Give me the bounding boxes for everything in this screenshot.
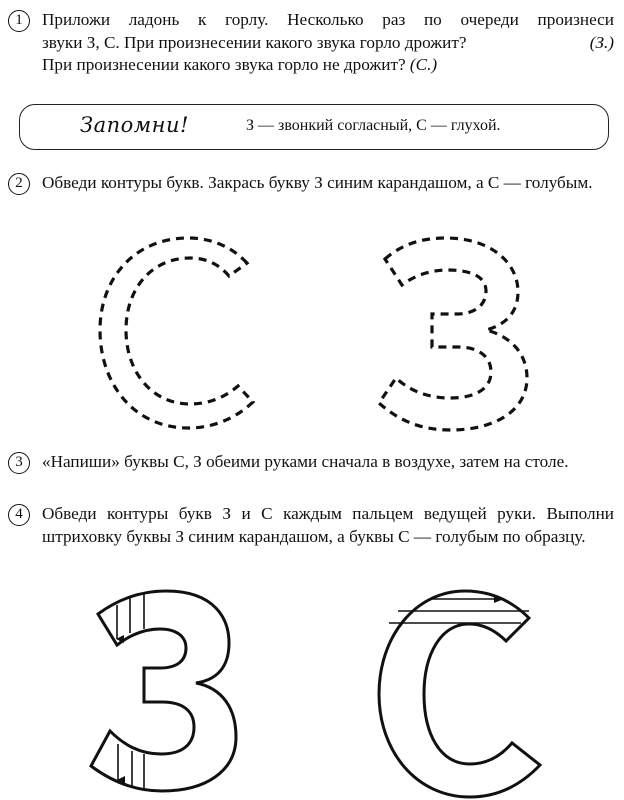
hatched-letter-s xyxy=(379,591,540,797)
task-2-text: Обведи контуры букв. Закрась букву З синим карандашом, а С — голубым. xyxy=(42,173,593,192)
task-number-badge: 3 xyxy=(8,452,30,474)
hatched-letter-z xyxy=(91,591,236,791)
task-number-badge: 2 xyxy=(8,173,30,195)
task-number-badge: 1 xyxy=(8,10,30,32)
task-1-line-1: Приложи ладонь к горлу. Несколько раз по очереди произнеси xyxy=(42,10,614,29)
answer-1: (З.) xyxy=(589,32,614,52)
remember-title: Запомни! xyxy=(80,113,189,137)
task-3-text: «Напиши» буквы С, З обеими руками сначала в воздухе, затем на столе. xyxy=(42,452,569,471)
task-number-badge: 4 xyxy=(8,504,30,526)
answer-2: (С.) xyxy=(409,55,438,74)
question-2: При произнесении какого звука горло не дрожит? xyxy=(42,55,406,74)
question-1: звуки З, С. При произнесении какого звука горло дрожит? xyxy=(42,32,467,52)
remember-rule: З — звонкий согласный, С — глухой. xyxy=(246,117,501,134)
task-4-text: Обведи контуры букв З и С каждым пальцем ведущей руки. Выполни штриховку буквы З синим карандашом, а буквы С — голубым по образцу. xyxy=(42,504,614,546)
